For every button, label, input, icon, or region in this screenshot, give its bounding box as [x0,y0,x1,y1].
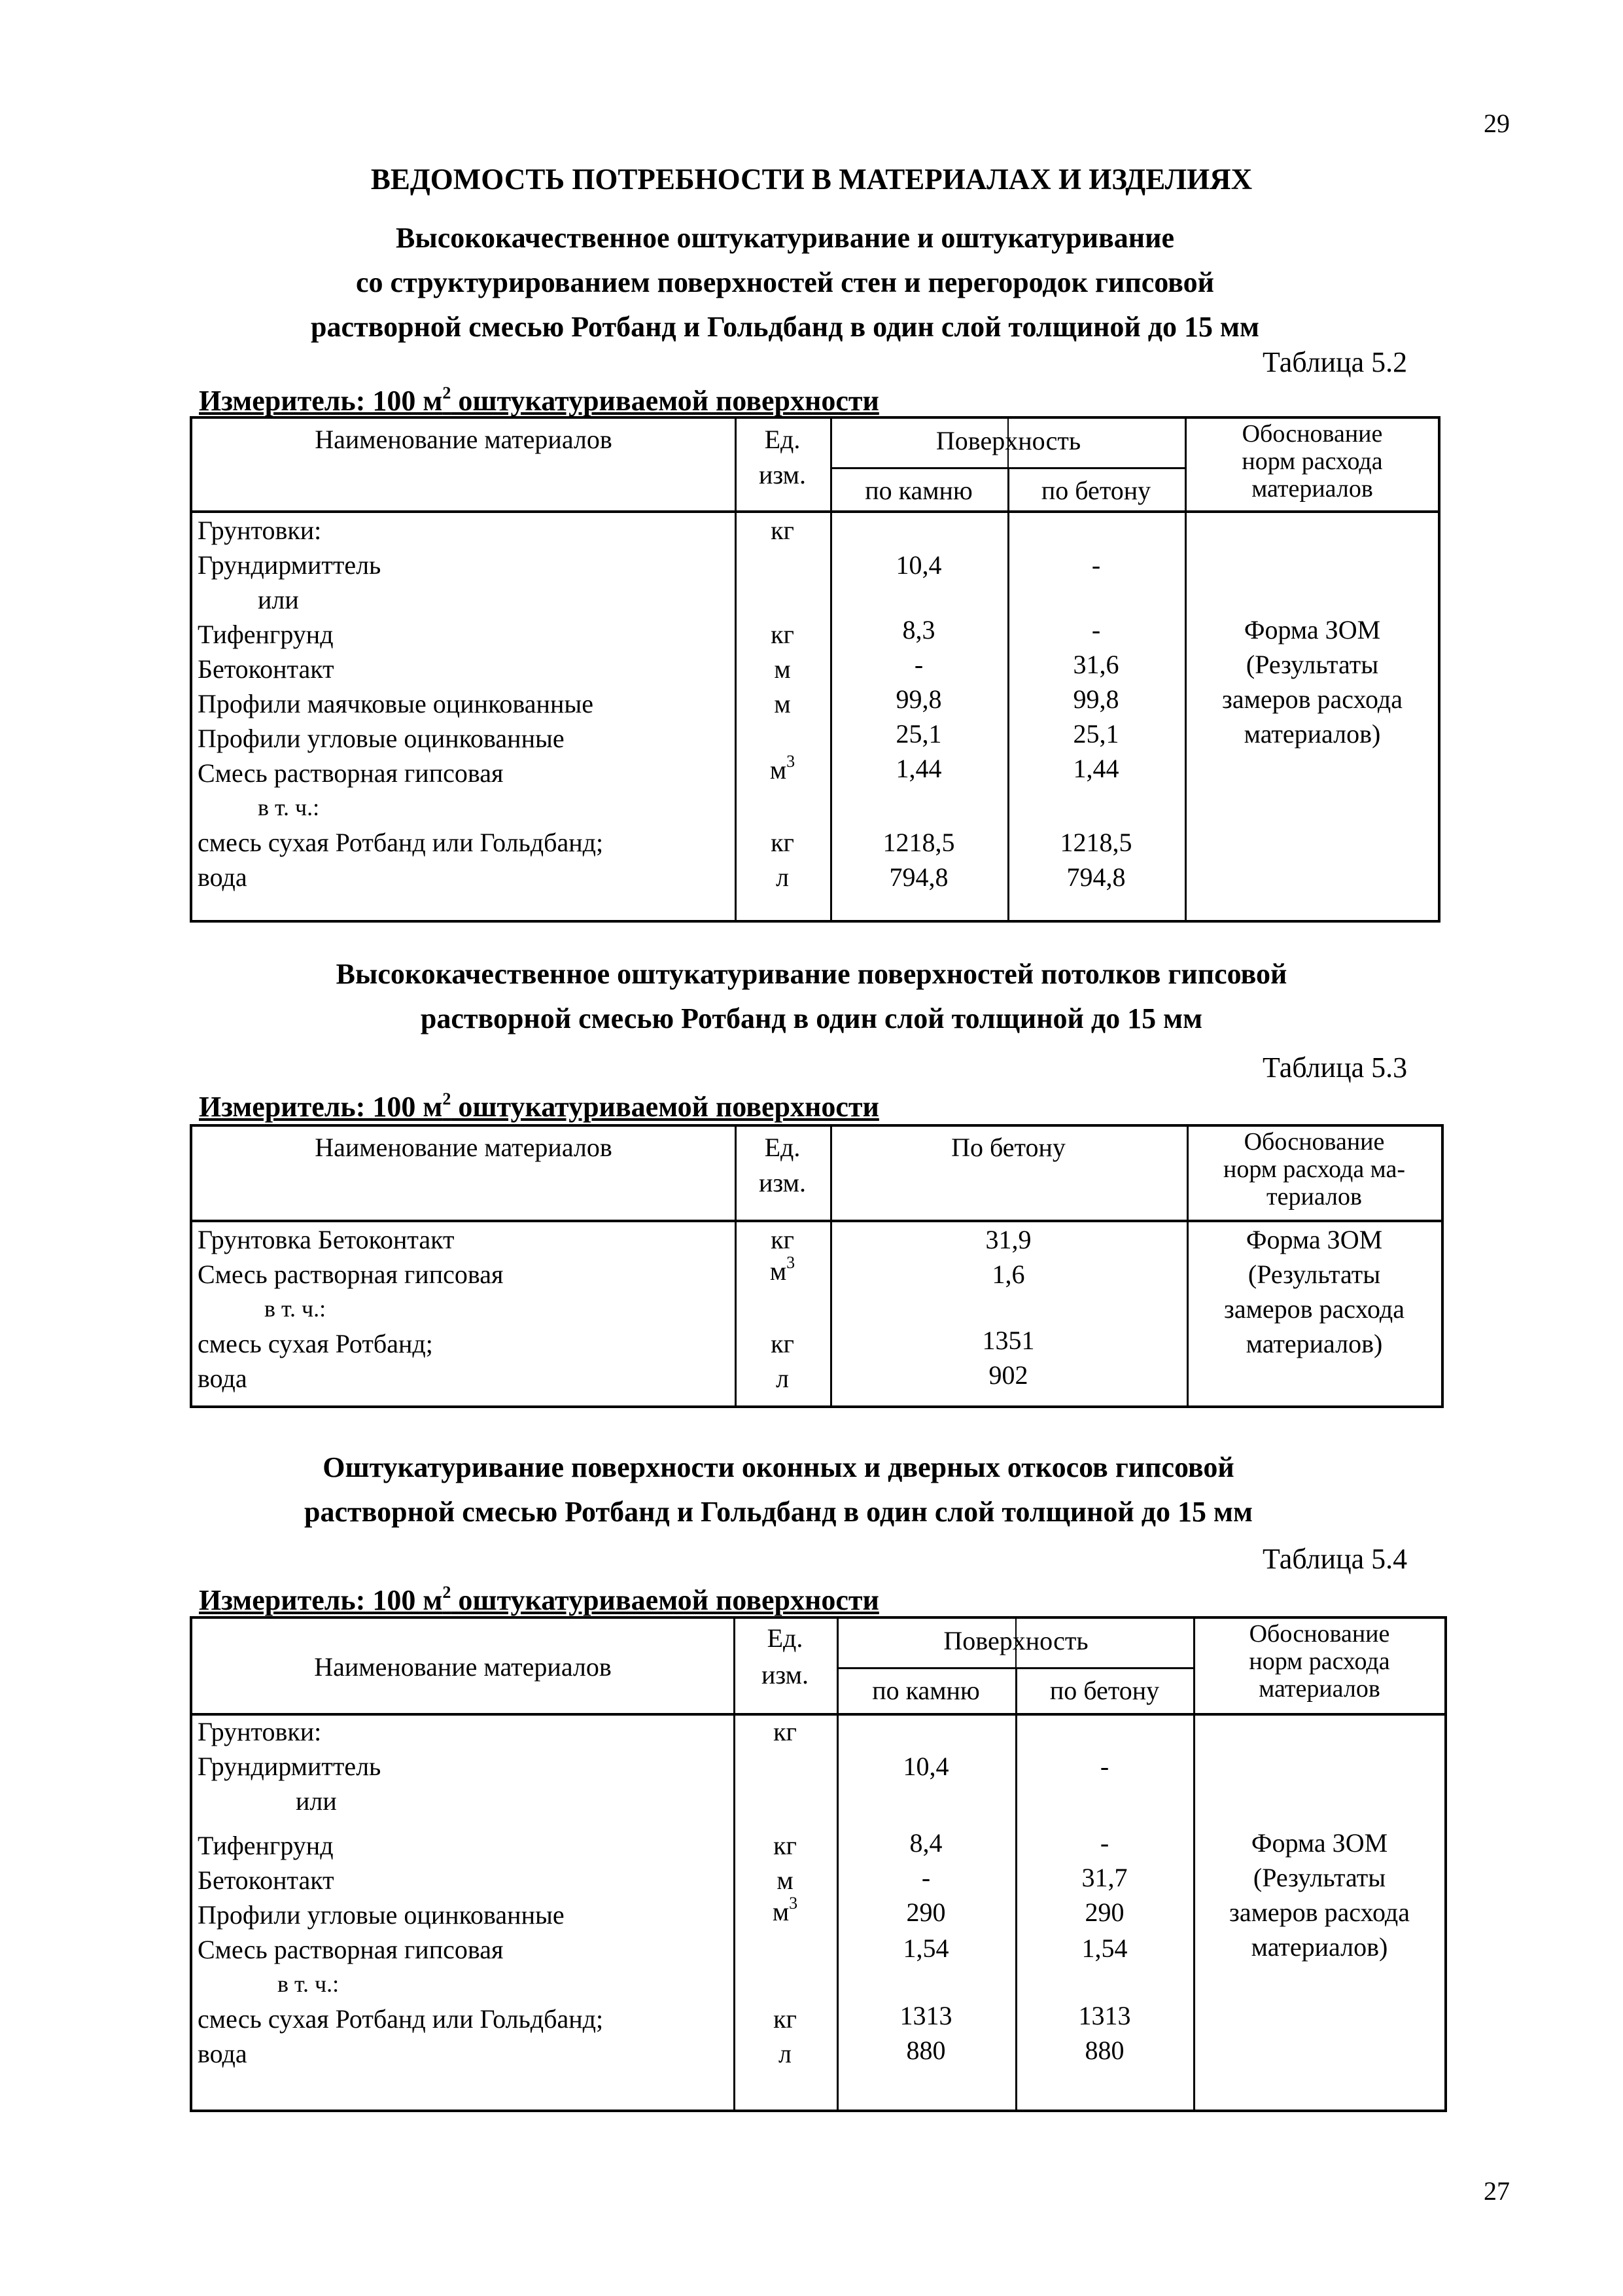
t53-row-name: смесь сухая Ротбанд; [198,1329,433,1358]
t54-col-name: Наименование материалов [314,1652,612,1682]
t52-row-unit: л [776,862,789,892]
t53-table-number: Таблица 5.3 [1263,1051,1408,1084]
t53-row-name: в т. ч.: [264,1296,326,1322]
t52-row-name: Профили угловые оцинкованные [198,724,565,753]
t54-row-concrete: 290 [1085,1898,1125,1927]
t54-row-name: Тифенгрунд [198,1831,334,1860]
t52-row-name: вода [198,862,247,892]
t52-measure: Измеритель: 100 $м^2$ оштукатуриваемой поверхности [199,383,879,417]
t54-col-surface: Поверхность [943,1626,1089,1655]
t54-col-concrete: по бетону [1049,1676,1160,1705]
t52-row-unit: кг [771,828,794,857]
t54-row-unit: кг [773,1831,797,1860]
t53-subtitle: Высококачественное оштукатуривание поверхностей потолков гипсовой растворной смесью Ротбанд в один слой толщиной до 15 мм [336,958,1287,1034]
t54-measure: Измеритель: 100 $м^2$ оштукатуриваемой поверхности [199,1583,879,1616]
t53-row-unit: кг [771,1225,794,1254]
t54-row-concrete: 1313 [1078,2001,1131,2030]
t54-row-stone: 290 [906,1898,946,1927]
t54-row-unit: кг [773,2004,797,2034]
t54-row-name: Грунтовки: [198,1717,322,1746]
t53-row-value: 31,9 [985,1225,1032,1254]
t54-table-number: Таблица 5.4 [1263,1543,1408,1575]
t54-row-concrete: 1,54 [1081,1934,1128,1963]
t52-row-name: Грундирмиттель [198,550,381,580]
t54-col-basis: Обоснование норм расхода материалов [1249,1620,1390,1703]
t53-row-name: Грунтовка Бетоконтакт [198,1225,455,1254]
t52-table [190,416,1440,923]
t52-row-name: в т. ч.: [258,794,320,821]
t52-row-stone: 794,8 [889,862,949,892]
t54-row-name: Грундирмиттель [198,1752,381,1781]
t53-row-unit: $м^3$ [769,1253,795,1286]
t54-row-name: смесь сухая Ротбанд или Гольдбанд; [198,2004,604,2034]
page-number-top: 29 [1484,109,1510,138]
t52-row-stone: 99,8 [896,684,942,714]
t54-row-name: вода [198,2039,247,2068]
t54-row-name: Смесь растворная гипсовая [198,1935,504,1964]
t52-row-unit: кг [771,620,794,649]
t54-table [190,1616,1447,2112]
t53-measure: Измеритель: 100 $м^2$ оштукатуриваемой поверхности [199,1089,879,1123]
t52-subtitle: Высококачественное оштукатуривание и оштукатуривание со структурированием поверхностей стен и перегородок гипсовой растворной смесью Ротбанд и Гольдбанд в один слой толщиной до 15 мм [311,222,1259,343]
t52-row-name: смесь сухая Ротбанд или Гольдбанд; [198,828,604,857]
t52-row-unit: $м^3$ [769,752,795,785]
t52-row-concrete: 1,44 [1073,754,1119,783]
t52-row-concrete: 31,6 [1073,650,1119,679]
t54-row-name: или [296,1786,337,1816]
t52-col-unit: Ед. изм. [759,425,806,489]
t54-row-unit: м [777,1865,794,1895]
t53-table [190,1124,1444,1408]
t53-col-unit: Ед. изм. [759,1133,806,1197]
t53-col-concrete: По бетону [951,1133,1066,1162]
t54-row-stone: 880 [906,2036,946,2065]
t54-basis: Форма ЗОМ (Результаты замеров расхода материалов) [1229,1828,1410,1962]
t52-row-name: или [258,585,299,614]
t52-row-concrete: 25,1 [1073,719,1119,749]
t52-row-unit: м [774,654,791,684]
t52-row-concrete: 99,8 [1073,684,1119,714]
t54-subtitle: Оштукатуривание поверхности оконных и дверных откосов гипсовой растворной смесью Ротбанд и Гольдбанд в один слой толщиной до 15 мм [304,1451,1253,1528]
t53-row-value: 902 [988,1360,1028,1390]
t52-col-name: Наименование материалов [315,425,612,454]
t54-row-name: Бетоконтакт [198,1865,334,1895]
t52-row-concrete: 1218,5 [1060,828,1132,857]
t52-row-name: Профили маячковые оцинкованные [198,689,593,718]
t52-row-name: Бетоконтакт [198,654,334,684]
t54-row-stone: 1,54 [903,1934,949,1963]
t52-col-stone: по камню [865,476,973,505]
t52-row-unit: кг [771,516,794,545]
t52-row-name: Тифенгрунд [198,620,334,649]
t54-col-stone: по камню [872,1676,980,1705]
t53-col-name: Наименование материалов [315,1133,612,1162]
t52-col-concrete: по бетону [1041,476,1151,505]
t53-row-name: вода [198,1364,247,1393]
t54-row-stone: - [921,1863,931,1892]
t52-col-surface: Поверхность [935,426,1081,455]
t52-col-basis: Обоснование норм расхода материалов [1242,420,1383,503]
t52-row-stone: 8,3 [902,615,935,645]
t54-row-unit: л [778,2039,792,2068]
t52-row-name: Грунтовки: [198,516,322,545]
t54-row-concrete: - [1100,1752,1109,1781]
t54-row-stone: 8,4 [909,1828,943,1858]
t53-col-basis: Обоснование норм расхода ма- териалов [1223,1128,1405,1210]
t52-row-stone: 10,4 [896,550,942,580]
t54-row-name: Профили угловые оцинкованные [198,1900,565,1930]
t53-basis: Форма ЗОМ (Результаты замеров расхода материалов) [1224,1225,1405,1358]
t52-row-stone: 25,1 [896,719,942,749]
page-number-bottom: 27 [1484,2176,1510,2206]
t54-row-unit: кг [773,1717,797,1746]
t54-col-unit: Ед. изм. [761,1623,809,1689]
t53-row-value: 1351 [982,1326,1035,1355]
t53-row-value: 1,6 [992,1260,1025,1289]
t54-row-stone: 1313 [899,2001,952,2030]
t53-row-unit: кг [771,1329,794,1358]
t52-row-concrete: - [1091,550,1101,580]
t52-basis: Форма ЗОМ (Результаты замеров расхода материалов) [1222,615,1403,749]
t54-row-concrete: - [1100,1828,1109,1858]
t54-row-stone: 10,4 [903,1752,949,1781]
t54-row-unit: $м^3$ [772,1894,798,1926]
t53-row-unit: л [776,1364,789,1393]
t52-row-stone: 1218,5 [882,828,955,857]
t54-row-name: в т. ч.: [277,1971,340,1997]
t54-row-concrete: 880 [1085,2036,1125,2065]
t52-row-name: Смесь растворная гипсовая [198,758,504,788]
t52-row-stone: - [914,650,924,679]
t52-row-unit: м [774,689,791,718]
t52-row-concrete: - [1091,615,1101,645]
t52-table-number: Таблица 5.2 [1263,346,1408,378]
t53-row-name: Смесь растворная гипсовая [198,1260,504,1289]
t54-row-concrete: 31,7 [1081,1863,1128,1892]
t52-row-concrete: 794,8 [1066,862,1126,892]
document-title: ВЕДОМОСТЬ ПОТРЕБНОСТИ В МАТЕРИАЛАХ И ИЗДЕЛИЯХ [370,163,1253,196]
t52-row-stone: 1,44 [896,754,942,783]
